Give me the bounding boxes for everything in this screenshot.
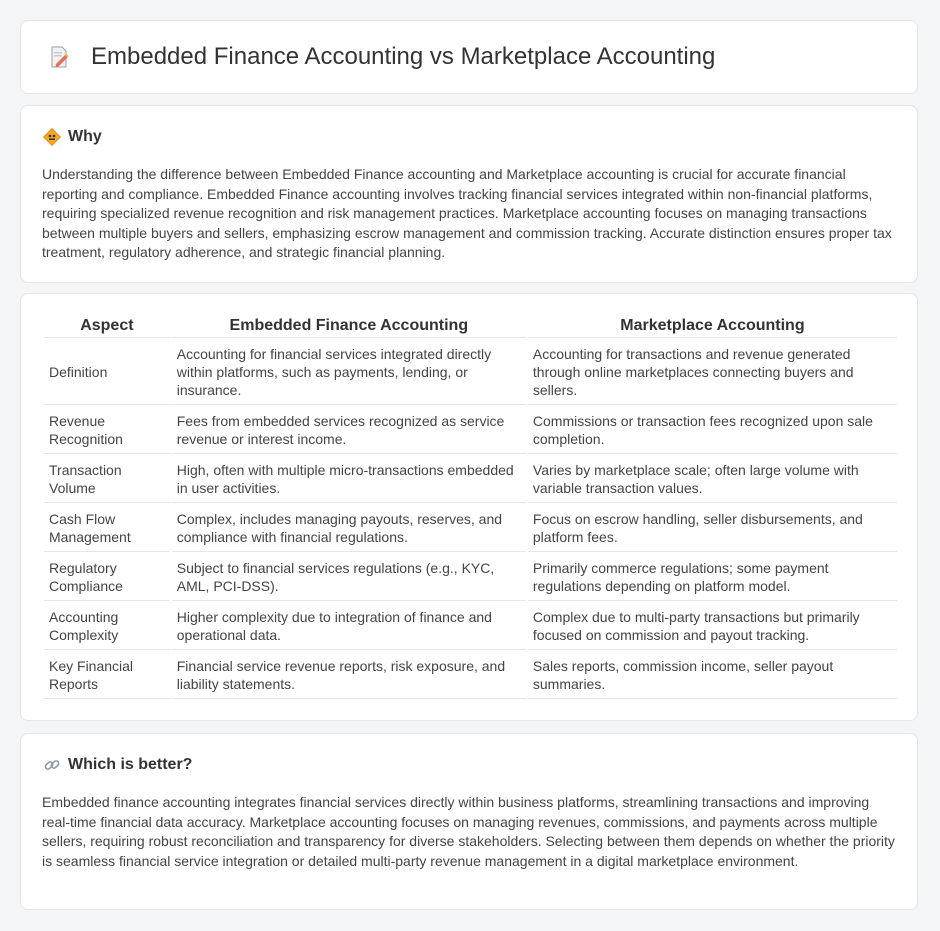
table-row (44, 338, 897, 405)
document-pen-icon (47, 45, 71, 69)
better-title: Which is better? (68, 756, 193, 773)
aspect-cell: Accounting Complexity (44, 601, 170, 650)
comparison-card (20, 293, 918, 721)
which-better-card (20, 733, 918, 910)
comparison-table (42, 314, 899, 699)
marketplace-cell: Commissions or transaction fees recognized upon sale completion. (528, 405, 897, 454)
better-text: Embedded finance accounting integrates financial services directly within business platforms, streamlining transactions and improving real-time financial data accuracy. Marketplace accounting focuses on managing revenues, commissions, and payments across multiple sellers, requiring robust reconciliation and transparency for diverse stakeholders. Selecting between them depends on whether the priority is seamless financial service integration or detailed multi-party revenue management in a digital marketplace environment. (42, 794, 895, 869)
why-card (20, 105, 918, 283)
embedded-cell: Higher complexity due to integration of finance and operational data. (172, 601, 526, 650)
table-row (44, 552, 897, 601)
table-row (44, 454, 897, 503)
why-title: Why (68, 128, 102, 145)
embedded-cell: Fees from embedded services recognized as service revenue or interest income. (172, 405, 526, 454)
table-row (44, 601, 897, 650)
marketplace-cell: Primarily commerce regulations; some payment regulations depending on platform model. (528, 552, 897, 601)
aspect-cell: Regulatory Compliance (44, 552, 170, 601)
embedded-cell: Complex, includes managing payouts, reserves, and compliance with financial regulations. (172, 503, 526, 552)
embedded-cell: Subject to financial services regulations (e.g., KYC, AML, PCI-DSS). (172, 552, 526, 601)
embedded-cell: Financial service revenue reports, risk exposure, and liability statements. (172, 650, 526, 699)
table-row (44, 503, 897, 552)
table-header-row (44, 314, 897, 338)
embedded-cell: High, often with multiple micro-transactions embedded in user activities. (172, 454, 526, 503)
column-header-aspect: Aspect (44, 314, 170, 338)
why-heading (43, 128, 102, 146)
aspect-cell: Key Financial Reports (44, 650, 170, 699)
column-header-marketplace: Marketplace Accounting (528, 314, 897, 338)
marketplace-cell: Varies by marketplace scale; often large volume with variable transaction values. (528, 454, 897, 503)
diamond-sign-icon (43, 128, 61, 146)
marketplace-cell: Sales reports, commission income, seller payout summaries. (528, 650, 897, 699)
column-header-embedded: Embedded Finance Accounting (172, 314, 526, 338)
better-heading (43, 756, 192, 774)
embedded-cell: Accounting for financial services integrated directly within platforms, such as payments, lending, or insurance. (172, 338, 526, 405)
table-row (44, 405, 897, 454)
table-row (44, 650, 897, 699)
why-text: Understanding the difference between Embedded Finance accounting and Marketplace accounting is crucial for accurate financial reporting and compliance. Embedded Finance accounting involves tracking financial services integrated within non-financial platforms, requiring specialized revenue recognition and risk management practices. Marketplace accounting focuses on managing transactions between multiple buyers and sellers, emphasizing escrow management and commission tracking. Accurate distinction ensures proper tax treatment, regulatory adherence, and strategic financial planning. (42, 166, 892, 260)
aspect-cell: Definition (44, 338, 170, 405)
marketplace-cell: Complex due to multi-party transactions but primarily focused on commission and payout tracking. (528, 601, 897, 650)
aspect-cell: Cash Flow Management (44, 503, 170, 552)
page-title: Embedded Finance Accounting vs Marketplace Accounting (91, 43, 716, 70)
marketplace-cell: Focus on escrow handling, seller disbursements, and platform fees. (528, 503, 897, 552)
aspect-cell: Revenue Recognition (44, 405, 170, 454)
title-card (20, 20, 918, 94)
aspect-cell: Transaction Volume (44, 454, 170, 503)
marketplace-cell: Accounting for transactions and revenue generated through online marketplaces connecting buyers and sellers. (528, 338, 897, 405)
link-icon (43, 756, 61, 774)
